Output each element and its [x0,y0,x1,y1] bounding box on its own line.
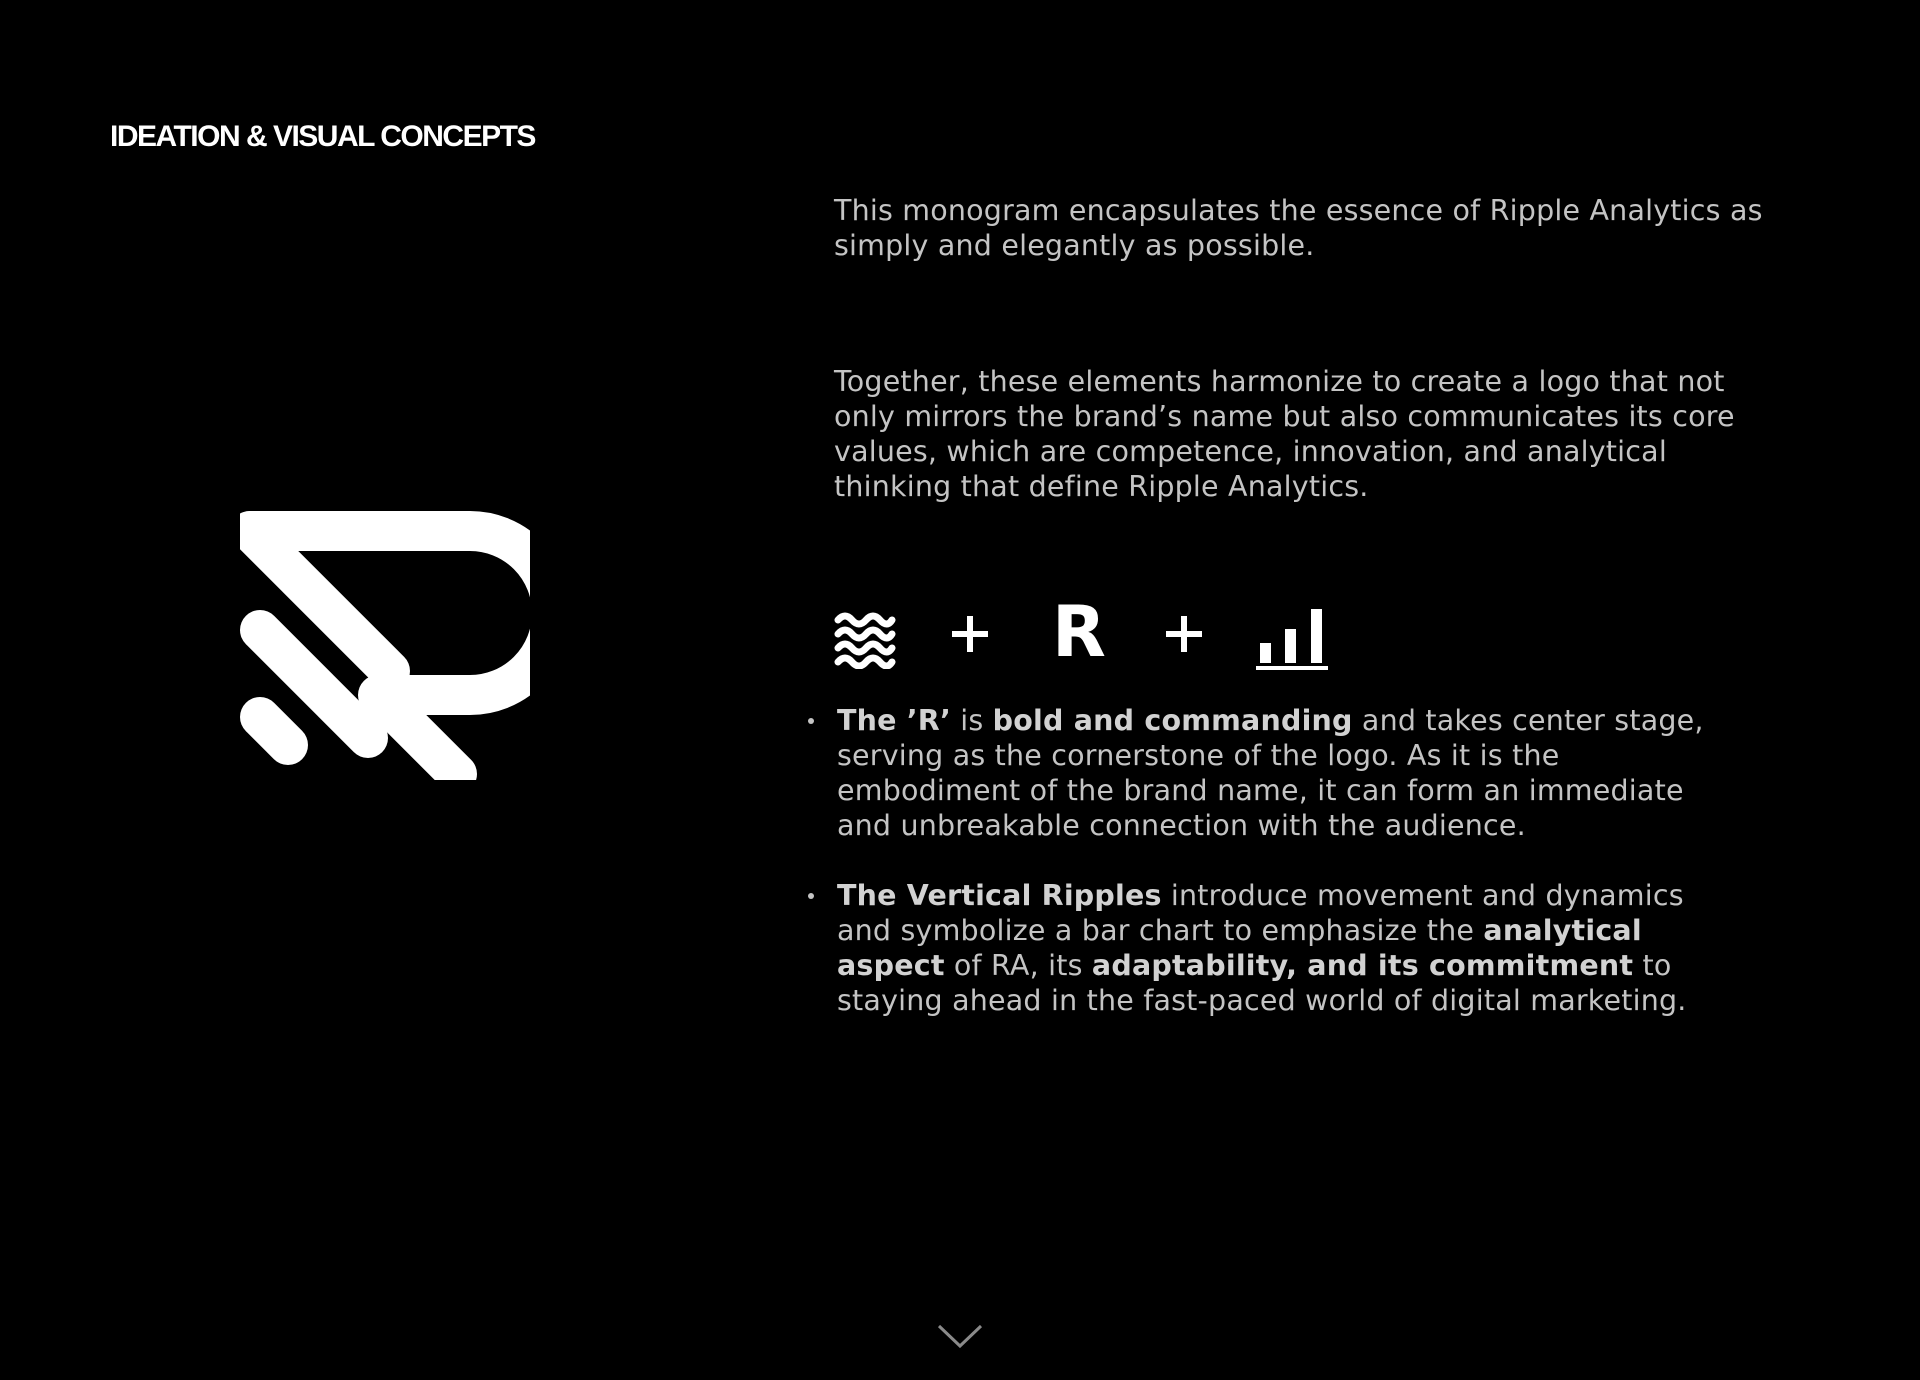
r-letter: R [1052,591,1106,673]
bullet-bold-text: The ’R’ [837,704,951,737]
bullet-text: introduce movement and dynamics and symbolize a bar chart to emphasize the [837,879,1684,947]
ripple-waves-icon [834,611,896,669]
bullet-bold-text: adaptability, and its commitment [1091,949,1634,982]
bullet-text: and takes center stage, serving as the cornerstone of the logo. As it is the embodiment of the brand name, it can form an immediate and unbreakable connection with the audience. [837,704,1704,842]
summary-paragraph: Together, these elements harmonize to create a logo that not only mirrors the brand’s name but also communicates its core values, which are competence, innovation, and analytical thinking that define Ripple Analytics. [834,365,1735,503]
ripple-analytics-r-monogram-icon [240,510,530,780]
bullet-text: to staying ahead in the fast-paced world of digital marketing. [837,949,1687,1017]
bullet-text: of RA, its [944,949,1092,982]
bullet-vertical-ripples [808,878,1708,1018]
chevron-down-icon[interactable] [936,1322,984,1350]
bullet-dot [808,718,814,724]
bullet-r-letter [808,703,1708,843]
bullet-dot [808,893,814,899]
bar-chart-icon [1256,607,1328,671]
plus-icon [1164,614,1204,654]
logo-formula [834,591,1354,675]
bullet-text: is [950,704,993,737]
concept-bullets [808,703,1708,1018]
intro-paragraph: This monogram encapsulates the essence of Ripple Analytics as simply and elegantly as possible. [834,194,1763,262]
bullet-bold-text: bold and commanding [992,704,1353,737]
bullet-bold-text: analytical aspect [837,914,1642,982]
plus-icon [950,614,990,654]
section-heading: IDEATION & VISUAL CONCEPTS [110,120,535,154]
bullet-bold-text: The Vertical Ripples [837,879,1162,912]
